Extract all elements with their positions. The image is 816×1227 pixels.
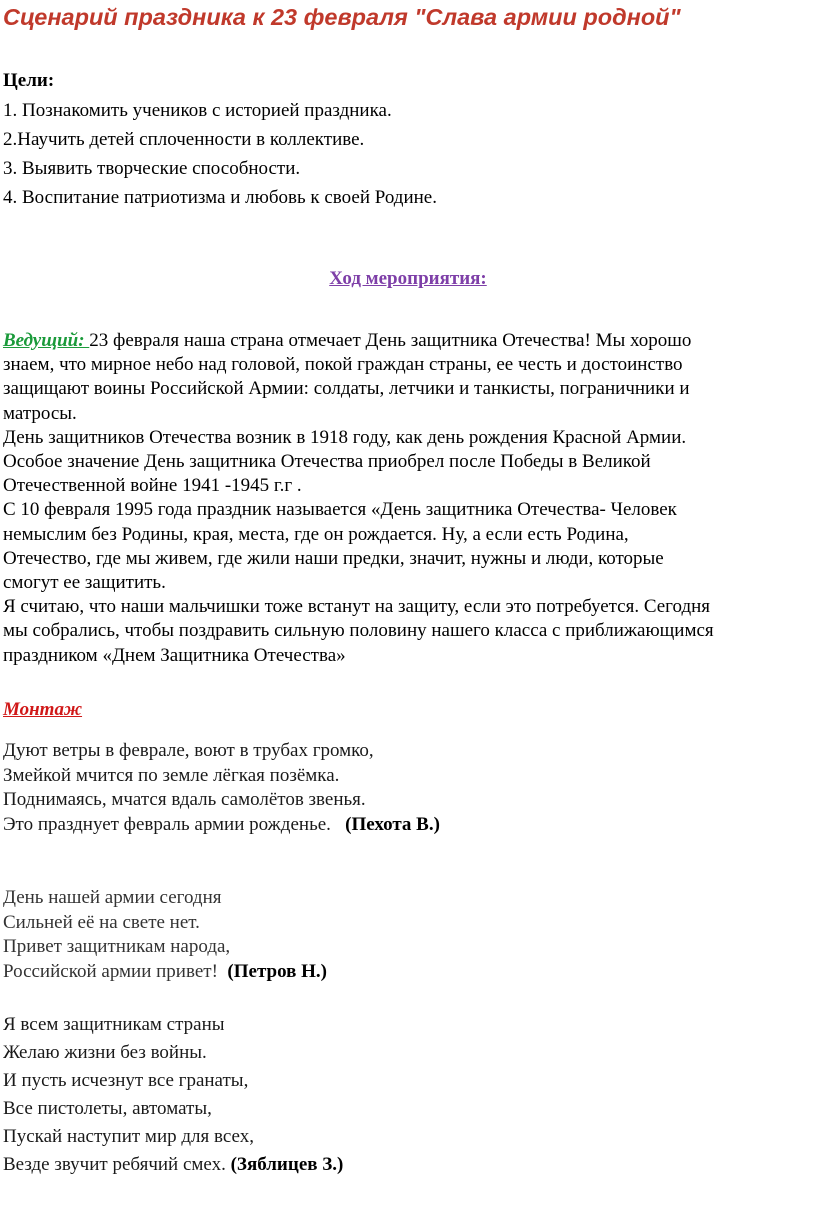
poem-line	[3, 960, 327, 985]
poem-line: Я всем защитникам страны	[3, 1014, 225, 1035]
host-paragraph: С 10 февраля 1995 года праздник называется «День защитника Отечества- Человек немыслим без Родины, края, места, где он рождается. Ну, а если есть Родина, Отечество, где мы живем, где жили наши предки, значит, нужны и люди, которые смогут ее защитить.	[3, 499, 677, 594]
poem-author: (Зяблицев З.)	[230, 1154, 344, 1175]
poem-line: Привет защитникам народа,	[3, 936, 231, 957]
montage-label: Монтаж	[3, 699, 83, 720]
poem-line: Поднимаясь, мчатся вдаль самолётов звенья.	[3, 789, 366, 810]
poem-author: (Петров Н.)	[227, 960, 327, 982]
goal-item: 4. Воспитание патриотизма и любовь к своей Родине.	[3, 187, 437, 208]
poem-1	[3, 739, 440, 837]
poem-line-text: Это празднует февраль армии рожденье.	[3, 813, 346, 835]
host-paragraph	[3, 329, 815, 426]
event-heading: Ход мероприятия:	[329, 268, 487, 289]
host-speech	[3, 329, 815, 668]
host-label: Ведущий:	[3, 330, 90, 351]
poem-line-text: Российской армии привет!	[3, 960, 228, 982]
poem-line: Змейкой мчится по земле лёгкая позёмка.	[3, 764, 340, 786]
goals-list	[3, 96, 437, 212]
poem-line: Все пистолеты, автоматы,	[3, 1098, 212, 1119]
host-paragraph: День защитников Отечества возник в 1918 году, как день рождения Красной Армии. Особое значение День защитника Отечества приобрел после Победы в Великой Отечественной войне 1941 -1945 г.г .	[3, 426, 687, 497]
goal-item: 1. Познакомить учеников с историей праздника.	[3, 100, 392, 121]
host-paragraph-text: 23 февраля наша страна отмечает День защитника Отечества! Мы хорошо знаем, что мирное небо над головой, покой граждан страны, ее честь и достоинство защищают воины Российской Армии: солдаты, летчики и танкисты, пограничники и матросы.	[3, 330, 692, 424]
document-title: Сценарий праздника к 23 февраля "Слава армии родной"	[3, 4, 681, 30]
poem-3	[3, 1011, 343, 1179]
poem-line: Сильней её на свете нет.	[3, 911, 200, 933]
host-paragraph: Я считаю, что наши мальчишки тоже встанут на защиту, если это потребуется. Сегодня мы собрались, чтобы поздравить сильную половину нашего класса с приближающимся праздником «Днем Защитника Отечества»	[3, 596, 714, 666]
poem-line	[3, 813, 440, 838]
poem-line: Желаю жизни без войны.	[3, 1042, 207, 1063]
poem-line: Дуют ветры в феврале, воют в трубах громко,	[3, 740, 374, 761]
goals-label: Цели:	[3, 70, 55, 91]
poem-line-text: Везде звучит ребячий смех.	[3, 1154, 231, 1175]
goal-item: 2.Научить детей сплоченности в коллективе.	[3, 129, 365, 150]
poem-2	[3, 886, 327, 984]
poem-author: (Пехота В.)	[345, 813, 440, 835]
goal-item: 3. Выявить творческие способности.	[3, 158, 301, 179]
poem-line: И пусть исчезнут все гранаты,	[3, 1070, 249, 1091]
poem-line: Пускай наступит мир для всех,	[3, 1126, 254, 1147]
poem-line: День нашей армии сегодня	[3, 887, 222, 908]
poem-line	[3, 1151, 343, 1179]
